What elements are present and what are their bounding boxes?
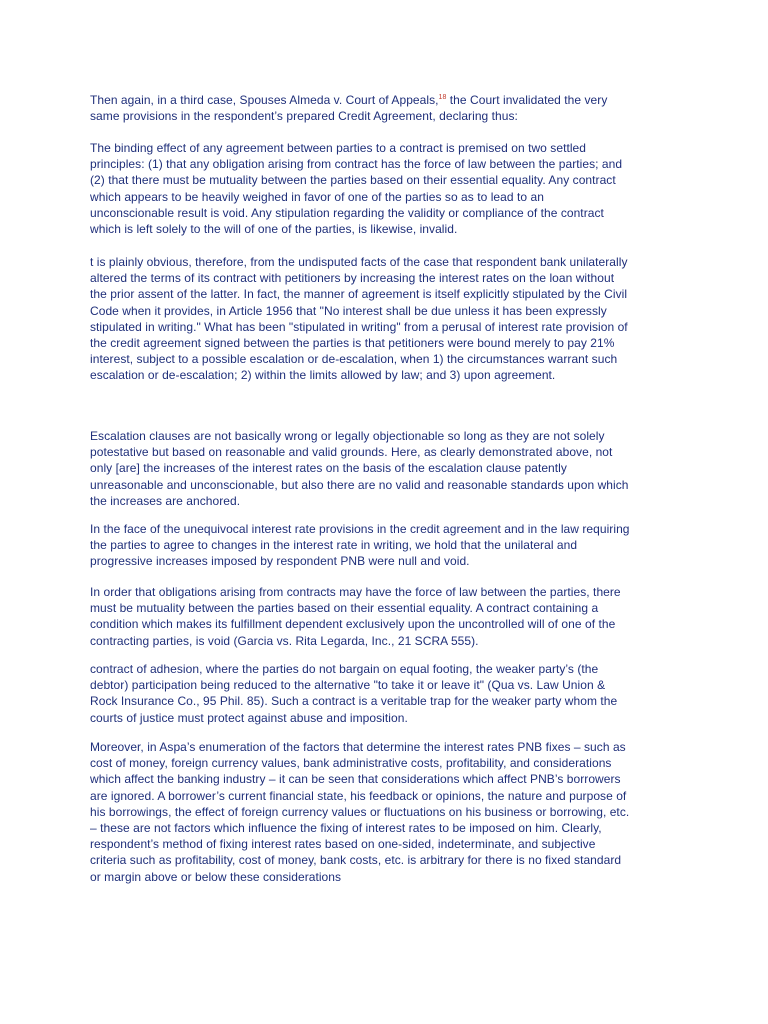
quote-paragraph-plainly-obvious xyxy=(90,254,690,384)
text-line: the parties to agree to changes in the interest rate in writing, we hold that the unilateral and xyxy=(90,538,578,553)
text-line: t is plainly obvious, therefore, from the undisputed facts of the case that respondent bank unilaterally xyxy=(90,255,628,269)
text-line: The binding effect of any agreement between parties to a contract is premised on two settled xyxy=(90,141,586,155)
text-line: contracting parties, is void (Garcia vs. Rita Legarda, Inc., 21 SCRA 555). xyxy=(90,633,479,648)
text-line: which affect the banking industry – it can be seen that considerations which affect PNB’s borrowers xyxy=(90,772,621,787)
text-line: debtor) participation being reduced to the alternative "to take it or leave it" (Qua vs. Law Union & xyxy=(90,678,606,693)
text-line: unreasonable and unconscionable, but also there are no valid and reasonable standards upon which xyxy=(90,477,629,492)
text-line: Moreover, in Aspa’s enumeration of the factors that determine the interest rates PNB fixes – such as xyxy=(90,740,626,754)
text-line: interest, subject to a possible escalation or de-escalation, when 1) the circumstances warrant such xyxy=(90,352,618,367)
text-line: or margin above or below these considerations xyxy=(90,869,342,884)
text-line: unconscionable result is void. Any stipulation regarding the validity or compliance of the contract xyxy=(90,205,604,220)
text-line: escalation or de-escalation; 2) within the limits allowed by law; and 3) upon agreement. xyxy=(90,368,556,383)
text-line: which is left solely to the will of one of the parties, is likewise, invalid. xyxy=(90,222,458,237)
quote-paragraph-unequivocal-provisions xyxy=(90,521,690,570)
quote-paragraph-aspa-enumeration xyxy=(90,739,690,885)
text-line: respondent’s method of fixing interest rates based on one-sided, indeterminate, and subjective xyxy=(90,837,596,852)
text-line: Rock Insurance Co., 95 Phil. 85). Such a contract is a veritable trap for the weaker party whom the xyxy=(90,694,618,709)
quote-paragraph-mutuality xyxy=(90,584,690,649)
text-line: courts of justice must protect against abuse and imposition. xyxy=(90,710,408,725)
intro-line-2: same provisions in the respondent’s prepared Credit Agreement, declaring thus: xyxy=(90,109,518,124)
text-line: progressive increases imposed by respondent PNB were null and void. xyxy=(90,554,470,569)
intro-text: Then again, in a third case, Spouses Almeda v. Court of Appeals, xyxy=(90,93,439,107)
text-line: the credit agreement signed between the parties is that petitioners were bound merely to pay 21% xyxy=(90,336,615,351)
text-line: are ignored. A borrower’s current financial state, his feedback or opinions, the nature and purpose of xyxy=(90,788,627,803)
text-line: only [are] the increases of the interest rates on the basis of the escalation clause patently xyxy=(90,461,567,476)
text-line: (2) that there must be mutuality between the parties based on their essential equality. Any contract xyxy=(90,173,616,188)
intro-paragraph xyxy=(90,92,690,124)
text-line: the increases are anchored. xyxy=(90,493,241,508)
quote-paragraph-binding-effect xyxy=(90,140,690,237)
text-line: the prior assent of the latter. In fact, the manner of agreement is itself explicitly stipulated by the Civil xyxy=(90,287,628,302)
text-line: principles: (1) that any obligation arising from contract has the force of law between the parties; and xyxy=(90,157,623,172)
footnote-link[interactable]: 18 xyxy=(438,94,447,101)
intro-line-1 xyxy=(90,92,690,108)
text-line: must be mutuality between the parties based on their essential equality. A contract containing a xyxy=(90,601,599,616)
text-line: – these are not factors which influence the fixing of interest rates to be imposed on him. Clearly, xyxy=(90,821,602,836)
text-line: contract of adhesion, where the parties do not bargain on equal footing, the weaker party’s (the xyxy=(90,662,599,676)
text-line: cost of money, foreign currency values, bank administrative costs, profitability, and considerations xyxy=(90,756,612,771)
text-line: criteria such as profitability, cost of money, bank costs, etc. is arbitrary for there is no fixed standard xyxy=(90,853,622,868)
text-line: Code when it provides, in Article 1956 that "No interest shall be due unless it has been expressly xyxy=(90,303,607,318)
text-line: his borrowings, the effect of foreign currency values or fluctuations on his business or borrowing, etc. xyxy=(90,804,630,819)
text-line: In the face of the unequivocal interest rate provisions in the credit agreement and in the law requiring xyxy=(90,522,630,536)
text-line: which appears to be heavily weighed in favor of one of the parties so as to lead to an xyxy=(90,189,544,204)
text-line: In order that obligations arising from contracts may have the force of law between the parties, there xyxy=(90,585,621,599)
intro-text-cont: the Court invalidated the very xyxy=(446,93,608,107)
text-line: condition which makes its fulfillment dependent exclusively upon the uncontrolled will of one of the xyxy=(90,617,616,632)
text-line: altered the terms of its contract with petitioners by increasing the interest rates on the loan without xyxy=(90,271,615,286)
text-line: stipulated in writing." What has been "stipulated in writing" from a perusal of interest rate provision of xyxy=(90,319,628,334)
quote-paragraph-escalation-clauses xyxy=(90,428,690,509)
text-line: Escalation clauses are not basically wrong or legally objectionable so long as they are not solely xyxy=(90,429,605,443)
quote-paragraph-contract-of-adhesion xyxy=(90,661,690,726)
text-line: potestative but based on reasonable and valid grounds. Here, as clearly demonstrated above, not xyxy=(90,445,613,460)
